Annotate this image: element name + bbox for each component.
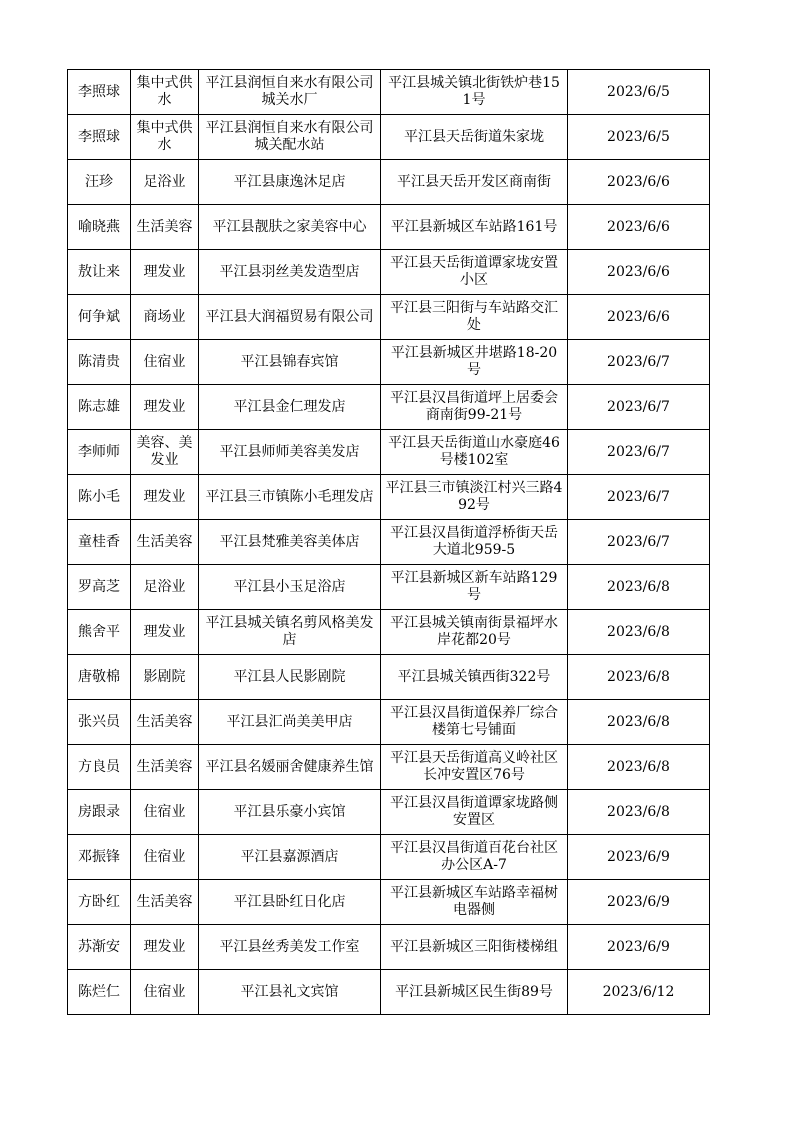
date-cell: 2023/6/7 (568, 475, 710, 520)
table-row (68, 970, 710, 1015)
person-name-cell: 何争斌 (68, 295, 131, 340)
person-name-cell: 房跟录 (68, 790, 131, 835)
address-cell: 平江县汉昌街道百花台社区办公区A-7 (381, 835, 568, 880)
address-cell: 平江县城关镇北街铁炉巷151号 (381, 70, 568, 115)
person-name-cell: 方卧红 (68, 880, 131, 925)
business-type-cell: 住宿业 (131, 340, 199, 385)
table-row (68, 205, 710, 250)
business-type-cell: 足浴业 (131, 160, 199, 205)
unit-name-cell: 平江县城关镇名剪风格美发店 (199, 610, 381, 655)
business-type-cell: 住宿业 (131, 835, 199, 880)
unit-name-cell: 平江县礼文宾馆 (199, 970, 381, 1015)
person-name-cell: 苏渐安 (68, 925, 131, 970)
address-cell: 平江县城关镇西街322号 (381, 655, 568, 700)
person-name-cell: 喻晓燕 (68, 205, 131, 250)
business-type-cell: 住宿业 (131, 970, 199, 1015)
unit-name-cell: 平江县师师美容美发店 (199, 430, 381, 475)
person-name-cell: 李照球 (68, 70, 131, 115)
date-cell: 2023/6/6 (568, 205, 710, 250)
date-cell: 2023/6/8 (568, 655, 710, 700)
table-row (68, 385, 710, 430)
date-cell: 2023/6/8 (568, 745, 710, 790)
business-type-cell: 生活美容 (131, 745, 199, 790)
unit-name-cell: 平江县三市镇陈小毛理发店 (199, 475, 381, 520)
address-cell: 平江县汉昌街道保养厂综合楼第七号铺面 (381, 700, 568, 745)
table-row (68, 295, 710, 340)
unit-name-cell: 平江县梵雅美容美体店 (199, 520, 381, 565)
date-cell: 2023/6/5 (568, 70, 710, 115)
table-row (68, 115, 710, 160)
person-name-cell: 李照球 (68, 115, 131, 160)
date-cell: 2023/6/8 (568, 790, 710, 835)
business-type-cell: 生活美容 (131, 205, 199, 250)
date-cell: 2023/6/7 (568, 430, 710, 475)
address-cell: 平江县新城区民生街89号 (381, 970, 568, 1015)
business-type-cell: 理发业 (131, 250, 199, 295)
table-row (68, 340, 710, 385)
business-type-cell: 足浴业 (131, 565, 199, 610)
business-type-cell: 生活美容 (131, 520, 199, 565)
date-cell: 2023/6/9 (568, 835, 710, 880)
person-name-cell: 敖让来 (68, 250, 131, 295)
address-cell: 平江县汉昌街道坪上居委会商南街99-21号 (381, 385, 568, 430)
date-cell: 2023/6/8 (568, 565, 710, 610)
table-row (68, 475, 710, 520)
business-type-cell: 住宿业 (131, 790, 199, 835)
date-cell: 2023/6/8 (568, 700, 710, 745)
person-name-cell: 唐敬棉 (68, 655, 131, 700)
unit-name-cell: 平江县润恒自来水有限公司城关水厂 (199, 70, 381, 115)
table-row (68, 610, 710, 655)
table-row (68, 70, 710, 115)
table-row (68, 745, 710, 790)
person-name-cell: 陈小毛 (68, 475, 131, 520)
table-row (68, 835, 710, 880)
date-cell: 2023/6/6 (568, 250, 710, 295)
person-name-cell: 陈志雄 (68, 385, 131, 430)
unit-name-cell: 平江县靓肤之家美容中心 (199, 205, 381, 250)
table-row (68, 880, 710, 925)
date-cell: 2023/6/9 (568, 880, 710, 925)
person-name-cell: 熊舍平 (68, 610, 131, 655)
table-row (68, 520, 710, 565)
unit-name-cell: 平江县乐豪小宾馆 (199, 790, 381, 835)
address-cell: 平江县天岳街道谭家垅安置小区 (381, 250, 568, 295)
date-cell: 2023/6/9 (568, 925, 710, 970)
inspection-records-table (67, 69, 710, 1015)
business-type-cell: 美容、美发业 (131, 430, 199, 475)
table-row (68, 250, 710, 295)
business-type-cell: 理发业 (131, 475, 199, 520)
unit-name-cell: 平江县小玉足浴店 (199, 565, 381, 610)
unit-name-cell: 平江县锦春宾馆 (199, 340, 381, 385)
table-row (68, 925, 710, 970)
address-cell: 平江县三市镇淡江村兴三路492号 (381, 475, 568, 520)
address-cell: 平江县新城区三阳街楼梯组 (381, 925, 568, 970)
business-type-cell: 影剧院 (131, 655, 199, 700)
address-cell: 平江县天岳街道山水豪庭46号楼102室 (381, 430, 568, 475)
person-name-cell: 罗高芝 (68, 565, 131, 610)
unit-name-cell: 平江县嘉源酒店 (199, 835, 381, 880)
business-type-cell: 商场业 (131, 295, 199, 340)
business-type-cell: 集中式供水 (131, 70, 199, 115)
address-cell: 平江县汉昌街道浮桥街天岳大道北959-5 (381, 520, 568, 565)
address-cell: 平江县新城区车站路幸福树电器侧 (381, 880, 568, 925)
unit-name-cell: 平江县金仁理发店 (199, 385, 381, 430)
unit-name-cell: 平江县羽丝美发造型店 (199, 250, 381, 295)
person-name-cell: 邓振锋 (68, 835, 131, 880)
address-cell: 平江县天岳街道高义岭社区长冲安置区76号 (381, 745, 568, 790)
unit-name-cell: 平江县汇尚美美甲店 (199, 700, 381, 745)
date-cell: 2023/6/8 (568, 610, 710, 655)
table-row (68, 790, 710, 835)
address-cell: 平江县汉昌街道谭家垅路侧安置区 (381, 790, 568, 835)
business-type-cell: 理发业 (131, 925, 199, 970)
business-type-cell: 理发业 (131, 610, 199, 655)
address-cell: 平江县三阳街与车站路交汇处 (381, 295, 568, 340)
table-row (68, 655, 710, 700)
business-type-cell: 生活美容 (131, 880, 199, 925)
date-cell: 2023/6/6 (568, 295, 710, 340)
address-cell: 平江县城关镇南街景福坪水岸花都20号 (381, 610, 568, 655)
date-cell: 2023/6/7 (568, 340, 710, 385)
business-type-cell: 理发业 (131, 385, 199, 430)
business-type-cell: 生活美容 (131, 700, 199, 745)
person-name-cell: 陈烂仁 (68, 970, 131, 1015)
table-row (68, 700, 710, 745)
date-cell: 2023/6/5 (568, 115, 710, 160)
table-row (68, 565, 710, 610)
address-cell: 平江县天岳街道朱家垅 (381, 115, 568, 160)
unit-name-cell: 平江县丝秀美发工作室 (199, 925, 381, 970)
address-cell: 平江县新城区井堪路18-20号 (381, 340, 568, 385)
person-name-cell: 李师师 (68, 430, 131, 475)
address-cell: 平江县天岳开发区商南街 (381, 160, 568, 205)
date-cell: 2023/6/12 (568, 970, 710, 1015)
address-cell: 平江县新城区车站路161号 (381, 205, 568, 250)
unit-name-cell: 平江县卧红日化店 (199, 880, 381, 925)
address-cell: 平江县新城区新车站路129号 (381, 565, 568, 610)
date-cell: 2023/6/7 (568, 385, 710, 430)
person-name-cell: 陈清贵 (68, 340, 131, 385)
unit-name-cell: 平江县大润福贸易有限公司 (199, 295, 381, 340)
date-cell: 2023/6/6 (568, 160, 710, 205)
table-row (68, 160, 710, 205)
unit-name-cell: 平江县人民影剧院 (199, 655, 381, 700)
business-type-cell: 集中式供水 (131, 115, 199, 160)
person-name-cell: 汪珍 (68, 160, 131, 205)
unit-name-cell: 平江县润恒自来水有限公司城关配水站 (199, 115, 381, 160)
person-name-cell: 童桂香 (68, 520, 131, 565)
unit-name-cell: 平江县康逸沐足店 (199, 160, 381, 205)
table-row (68, 430, 710, 475)
table-body (68, 70, 710, 1015)
date-cell: 2023/6/7 (568, 520, 710, 565)
unit-name-cell: 平江县名媛丽舍健康养生馆 (199, 745, 381, 790)
person-name-cell: 张兴员 (68, 700, 131, 745)
person-name-cell: 方良员 (68, 745, 131, 790)
